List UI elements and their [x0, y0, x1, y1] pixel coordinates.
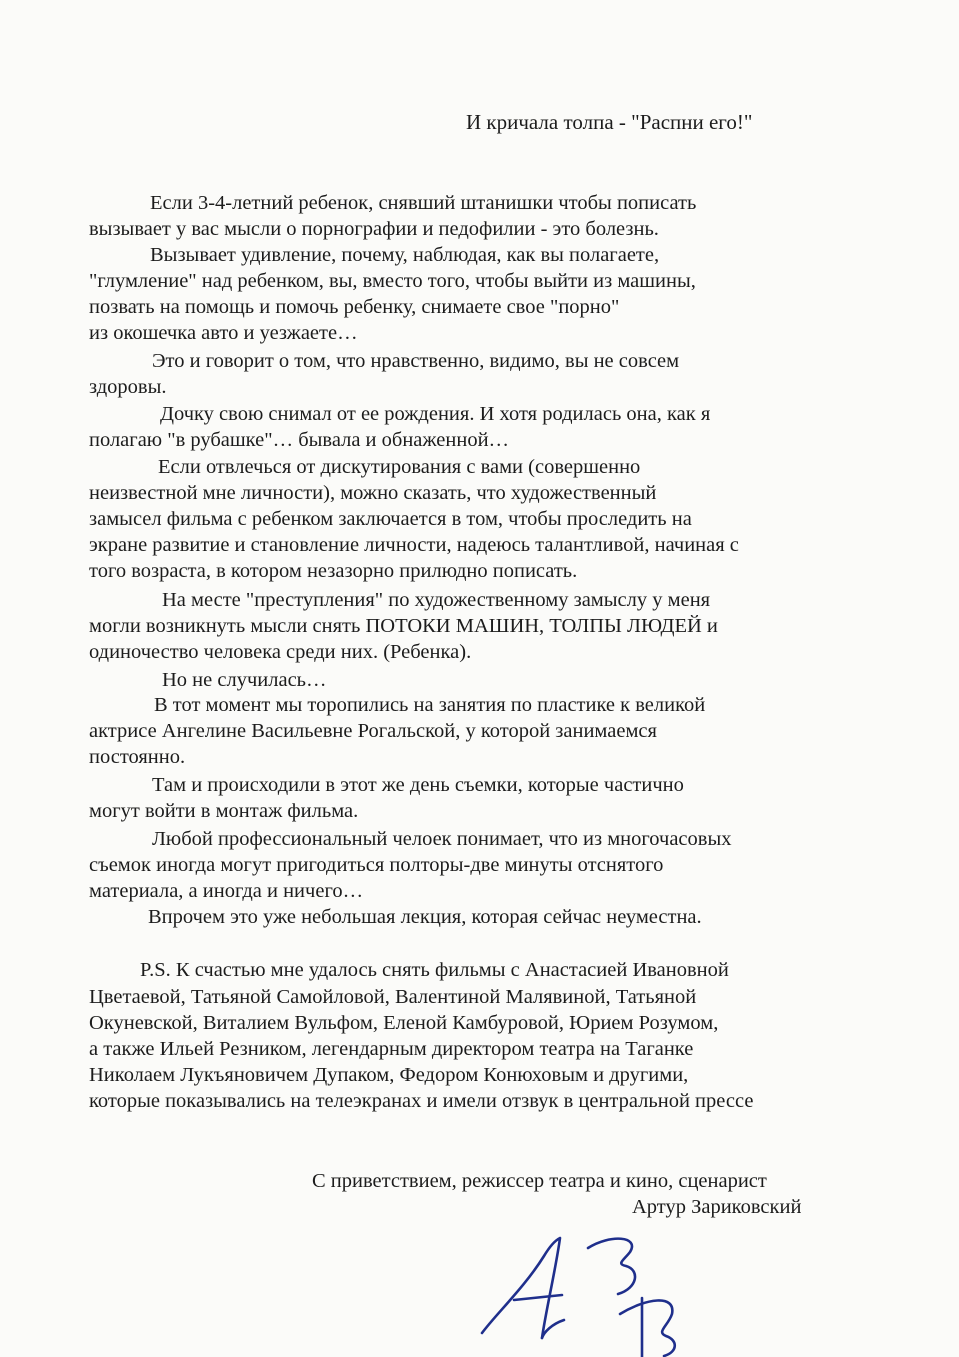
body-line: неизвестной мне личности), можно сказать, что художественный: [89, 482, 657, 504]
ps-line: а также Ильей Резником, легендарным директором театра на Таганке: [89, 1038, 694, 1060]
body-line: Это и говорит о том, что нравственно, видимо, вы не совсем: [152, 350, 680, 372]
ps-line: Окуневской, Виталием Вульфом, Еленой Камбуровой, Юрием Розумом,: [89, 1012, 719, 1034]
ps-line: Цветаевой, Татьяной Самойловой, Валентиной Малявиной, Татьяной: [89, 986, 697, 1008]
body-line: В тот момент мы торопились на занятия по пластике к великой: [154, 694, 706, 716]
body-line: полагаю "в рубашке"… бывала и обнаженной…: [89, 429, 510, 451]
body-line: материала, а иногда и ничего…: [89, 880, 364, 902]
body-line: позвать на помощь и помочь ребенку, снимаете свое "порно": [89, 296, 620, 318]
body-line: Но не случилась…: [162, 669, 327, 691]
body-line: вызывает у вас мысли о порнографии и педофилии - это болезнь.: [89, 218, 659, 240]
ps-line: P.S. К счастью мне удалось снять фильмы с Анастасией Ивановной: [140, 959, 729, 981]
body-line: могут войти в монтаж фильма.: [89, 800, 359, 822]
body-line: Дочку свою снимал от ее рождения. И хотя родилась она, как я: [160, 403, 711, 425]
body-line: постоянно.: [89, 746, 186, 768]
body-line: съемок иногда могут пригодиться полторы-две минуты отснятого: [89, 854, 664, 876]
body-line: Вызывает удивление, почему, наблюдая, как вы полагаете,: [150, 244, 660, 266]
body-line: Если 3-4-летний ребенок, снявший штанишки чтобы пописать: [150, 192, 697, 214]
body-line: здоровы.: [89, 376, 167, 398]
body-line: актрисе Ангелине Васильевне Рогальской, у которой занимаемся: [89, 720, 657, 742]
body-line: Там и происходили в этот же день съемки, которые частично: [152, 774, 684, 796]
body-line: могли возникнуть мысли снять ПОТОКИ МАШИН, ТОЛПЫ ЛЮДЕЙ и: [89, 615, 718, 637]
body-line: экране развитие и становление личности, надеюсь талантливой, начиная с: [89, 534, 739, 556]
body-line: того возраста, в котором незазорно прилюдно пописать.: [89, 560, 578, 582]
body-line: из окошечка авто и уезжаете…: [89, 322, 358, 344]
body-line: одиночество человека среди них. (Ребенка).: [89, 641, 472, 663]
epigraph: И кричала толпа - "Распни его!": [466, 110, 753, 134]
ps-line: которые показывались на телеэкранах и имели отзвук в центральной прессе: [89, 1090, 754, 1112]
closing-greeting: С приветствием, режиссер театра и кино, сценарист: [312, 1170, 767, 1192]
body-line: Любой профессиональный челоек понимает, что из многочасовых: [152, 828, 732, 850]
author-name: Артур Зариковский: [632, 1196, 802, 1218]
ps-line: Николаем Лукъяновичем Дупаком, Федором Конюховым и другими,: [89, 1064, 689, 1086]
body-line: Впрочем это уже небольшая лекция, которая сейчас неуместна.: [148, 906, 702, 928]
handwritten-signature-icon: [470, 1228, 730, 1357]
body-line: Если отвлечься от дискутирования с вами (совершенно: [158, 456, 641, 478]
body-line: замысел фильма с ребенком заключается в том, чтобы проследить на: [89, 508, 692, 530]
body-line: "глумление" над ребенком, вы, вместо того, чтобы выйти из машины,: [89, 270, 696, 292]
body-line: На месте "преступления" по художественному замыслу у меня: [162, 589, 711, 611]
